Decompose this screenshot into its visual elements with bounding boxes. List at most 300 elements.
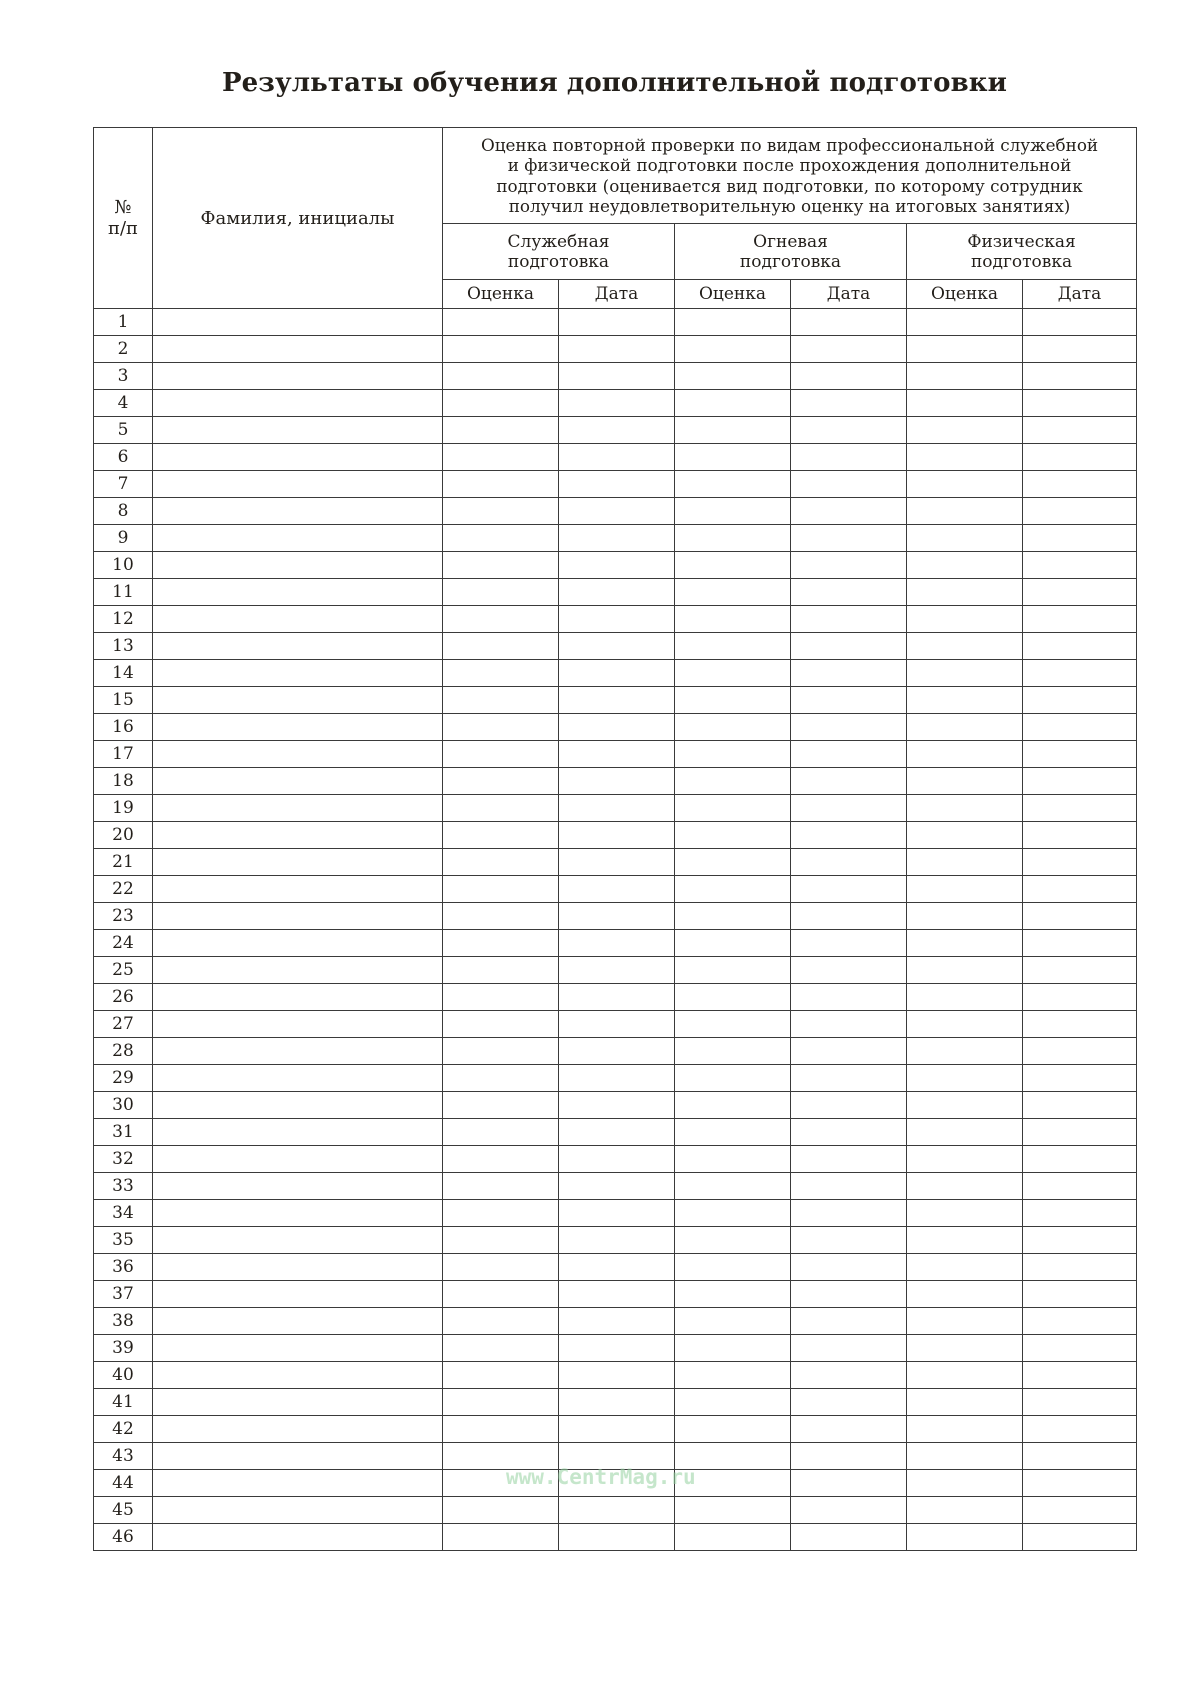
service-date-cell[interactable] — [559, 768, 675, 795]
surname-cell[interactable] — [153, 1335, 443, 1362]
surname-cell[interactable] — [153, 822, 443, 849]
fire-grade-cell[interactable] — [675, 876, 791, 903]
physical-date-cell[interactable] — [1023, 363, 1137, 390]
physical-grade-cell[interactable] — [907, 1308, 1023, 1335]
service-grade-cell[interactable] — [443, 768, 559, 795]
physical-date-cell[interactable] — [1023, 1335, 1137, 1362]
physical-date-cell[interactable] — [1023, 336, 1137, 363]
physical-grade-cell[interactable] — [907, 336, 1023, 363]
service-grade-cell[interactable] — [443, 498, 559, 525]
physical-grade-cell[interactable] — [907, 363, 1023, 390]
physical-date-cell[interactable] — [1023, 1146, 1137, 1173]
service-grade-cell[interactable] — [443, 1281, 559, 1308]
surname-cell[interactable] — [153, 336, 443, 363]
physical-date-cell[interactable] — [1023, 714, 1137, 741]
service-date-cell[interactable] — [559, 606, 675, 633]
physical-date-cell[interactable] — [1023, 606, 1137, 633]
physical-date-cell[interactable] — [1023, 1092, 1137, 1119]
surname-cell[interactable] — [153, 1254, 443, 1281]
service-grade-cell[interactable] — [443, 633, 559, 660]
fire-date-cell[interactable] — [791, 876, 907, 903]
service-grade-cell[interactable] — [443, 1416, 559, 1443]
physical-date-cell[interactable] — [1023, 1281, 1137, 1308]
fire-grade-cell[interactable] — [675, 1524, 791, 1551]
service-grade-cell[interactable] — [443, 741, 559, 768]
surname-cell[interactable] — [153, 471, 443, 498]
physical-grade-cell[interactable] — [907, 1443, 1023, 1470]
fire-grade-cell[interactable] — [675, 1092, 791, 1119]
service-date-cell[interactable] — [559, 687, 675, 714]
fire-date-cell[interactable] — [791, 498, 907, 525]
service-date-cell[interactable] — [559, 876, 675, 903]
surname-cell[interactable] — [153, 1011, 443, 1038]
surname-cell[interactable] — [153, 741, 443, 768]
service-date-cell[interactable] — [559, 849, 675, 876]
surname-cell[interactable] — [153, 579, 443, 606]
fire-date-cell[interactable] — [791, 1200, 907, 1227]
physical-date-cell[interactable] — [1023, 687, 1137, 714]
fire-date-cell[interactable] — [791, 363, 907, 390]
service-grade-cell[interactable] — [443, 876, 559, 903]
surname-cell[interactable] — [153, 1092, 443, 1119]
physical-grade-cell[interactable] — [907, 687, 1023, 714]
fire-grade-cell[interactable] — [675, 417, 791, 444]
physical-date-cell[interactable] — [1023, 795, 1137, 822]
physical-date-cell[interactable] — [1023, 1065, 1137, 1092]
fire-date-cell[interactable] — [791, 984, 907, 1011]
fire-date-cell[interactable] — [791, 768, 907, 795]
physical-grade-cell[interactable] — [907, 1416, 1023, 1443]
physical-date-cell[interactable] — [1023, 1524, 1137, 1551]
physical-date-cell[interactable] — [1023, 1362, 1137, 1389]
service-date-cell[interactable] — [559, 552, 675, 579]
physical-grade-cell[interactable] — [907, 606, 1023, 633]
service-date-cell[interactable] — [559, 1146, 675, 1173]
service-grade-cell[interactable] — [443, 1227, 559, 1254]
physical-date-cell[interactable] — [1023, 444, 1137, 471]
fire-date-cell[interactable] — [791, 1173, 907, 1200]
fire-grade-cell[interactable] — [675, 822, 791, 849]
service-date-cell[interactable] — [559, 1308, 675, 1335]
service-grade-cell[interactable] — [443, 1038, 559, 1065]
fire-grade-cell[interactable] — [675, 660, 791, 687]
surname-cell[interactable] — [153, 633, 443, 660]
service-grade-cell[interactable] — [443, 1362, 559, 1389]
surname-cell[interactable] — [153, 606, 443, 633]
service-grade-cell[interactable] — [443, 1254, 559, 1281]
physical-grade-cell[interactable] — [907, 633, 1023, 660]
physical-date-cell[interactable] — [1023, 1119, 1137, 1146]
service-grade-cell[interactable] — [443, 309, 559, 336]
physical-grade-cell[interactable] — [907, 1497, 1023, 1524]
surname-cell[interactable] — [153, 849, 443, 876]
physical-grade-cell[interactable] — [907, 849, 1023, 876]
fire-date-cell[interactable] — [791, 309, 907, 336]
fire-grade-cell[interactable] — [675, 741, 791, 768]
service-grade-cell[interactable] — [443, 1173, 559, 1200]
physical-date-cell[interactable] — [1023, 471, 1137, 498]
service-grade-cell[interactable] — [443, 822, 559, 849]
service-grade-cell[interactable] — [443, 1119, 559, 1146]
service-date-cell[interactable] — [559, 903, 675, 930]
fire-grade-cell[interactable] — [675, 1308, 791, 1335]
fire-date-cell[interactable] — [791, 1038, 907, 1065]
service-date-cell[interactable] — [559, 1119, 675, 1146]
physical-grade-cell[interactable] — [907, 957, 1023, 984]
fire-grade-cell[interactable] — [675, 768, 791, 795]
service-grade-cell[interactable] — [443, 660, 559, 687]
service-grade-cell[interactable] — [443, 1200, 559, 1227]
service-date-cell[interactable] — [559, 1254, 675, 1281]
fire-date-cell[interactable] — [791, 849, 907, 876]
physical-grade-cell[interactable] — [907, 579, 1023, 606]
physical-date-cell[interactable] — [1023, 1416, 1137, 1443]
service-date-cell[interactable] — [559, 444, 675, 471]
surname-cell[interactable] — [153, 1119, 443, 1146]
physical-date-cell[interactable] — [1023, 822, 1137, 849]
fire-date-cell[interactable] — [791, 1416, 907, 1443]
service-grade-cell[interactable] — [443, 525, 559, 552]
fire-date-cell[interactable] — [791, 525, 907, 552]
service-date-cell[interactable] — [559, 309, 675, 336]
physical-grade-cell[interactable] — [907, 1038, 1023, 1065]
physical-date-cell[interactable] — [1023, 1497, 1137, 1524]
surname-cell[interactable] — [153, 417, 443, 444]
surname-cell[interactable] — [153, 1281, 443, 1308]
fire-grade-cell[interactable] — [675, 1200, 791, 1227]
service-grade-cell[interactable] — [443, 417, 559, 444]
physical-grade-cell[interactable] — [907, 1389, 1023, 1416]
physical-date-cell[interactable] — [1023, 1308, 1137, 1335]
service-date-cell[interactable] — [559, 1281, 675, 1308]
fire-date-cell[interactable] — [791, 390, 907, 417]
fire-date-cell[interactable] — [791, 1524, 907, 1551]
physical-date-cell[interactable] — [1023, 768, 1137, 795]
physical-grade-cell[interactable] — [907, 660, 1023, 687]
physical-grade-cell[interactable] — [907, 1092, 1023, 1119]
service-date-cell[interactable] — [559, 498, 675, 525]
fire-grade-cell[interactable] — [675, 390, 791, 417]
surname-cell[interactable] — [153, 1065, 443, 1092]
fire-date-cell[interactable] — [791, 1281, 907, 1308]
physical-date-cell[interactable] — [1023, 849, 1137, 876]
service-date-cell[interactable] — [559, 1065, 675, 1092]
physical-date-cell[interactable] — [1023, 1389, 1137, 1416]
surname-cell[interactable] — [153, 1227, 443, 1254]
fire-grade-cell[interactable] — [675, 957, 791, 984]
fire-grade-cell[interactable] — [675, 309, 791, 336]
service-date-cell[interactable] — [559, 1227, 675, 1254]
service-date-cell[interactable] — [559, 633, 675, 660]
fire-date-cell[interactable] — [791, 444, 907, 471]
physical-date-cell[interactable] — [1023, 741, 1137, 768]
fire-date-cell[interactable] — [791, 1011, 907, 1038]
physical-date-cell[interactable] — [1023, 930, 1137, 957]
fire-date-cell[interactable] — [791, 1308, 907, 1335]
fire-date-cell[interactable] — [791, 741, 907, 768]
service-grade-cell[interactable] — [443, 1497, 559, 1524]
fire-date-cell[interactable] — [791, 1335, 907, 1362]
service-date-cell[interactable] — [559, 1200, 675, 1227]
service-grade-cell[interactable] — [443, 471, 559, 498]
service-grade-cell[interactable] — [443, 795, 559, 822]
physical-grade-cell[interactable] — [907, 984, 1023, 1011]
service-date-cell[interactable] — [559, 390, 675, 417]
service-date-cell[interactable] — [559, 525, 675, 552]
physical-date-cell[interactable] — [1023, 1011, 1137, 1038]
surname-cell[interactable] — [153, 768, 443, 795]
surname-cell[interactable] — [153, 1362, 443, 1389]
service-grade-cell[interactable] — [443, 849, 559, 876]
fire-grade-cell[interactable] — [675, 336, 791, 363]
fire-grade-cell[interactable] — [675, 579, 791, 606]
service-date-cell[interactable] — [559, 1416, 675, 1443]
service-grade-cell[interactable] — [443, 1389, 559, 1416]
service-date-cell[interactable] — [559, 579, 675, 606]
service-grade-cell[interactable] — [443, 957, 559, 984]
physical-grade-cell[interactable] — [907, 1335, 1023, 1362]
service-date-cell[interactable] — [559, 795, 675, 822]
service-date-cell[interactable] — [559, 363, 675, 390]
surname-cell[interactable] — [153, 1389, 443, 1416]
physical-date-cell[interactable] — [1023, 390, 1137, 417]
service-date-cell[interactable] — [559, 1389, 675, 1416]
service-grade-cell[interactable] — [443, 390, 559, 417]
physical-grade-cell[interactable] — [907, 822, 1023, 849]
physical-date-cell[interactable] — [1023, 903, 1137, 930]
physical-grade-cell[interactable] — [907, 471, 1023, 498]
fire-date-cell[interactable] — [791, 1227, 907, 1254]
physical-date-cell[interactable] — [1023, 417, 1137, 444]
service-grade-cell[interactable] — [443, 714, 559, 741]
physical-grade-cell[interactable] — [907, 525, 1023, 552]
surname-cell[interactable] — [153, 1173, 443, 1200]
physical-date-cell[interactable] — [1023, 498, 1137, 525]
surname-cell[interactable] — [153, 1200, 443, 1227]
service-date-cell[interactable] — [559, 1524, 675, 1551]
fire-date-cell[interactable] — [791, 957, 907, 984]
service-date-cell[interactable] — [559, 471, 675, 498]
fire-grade-cell[interactable] — [675, 687, 791, 714]
fire-date-cell[interactable] — [791, 822, 907, 849]
physical-date-cell[interactable] — [1023, 309, 1137, 336]
service-grade-cell[interactable] — [443, 1092, 559, 1119]
service-date-cell[interactable] — [559, 336, 675, 363]
fire-grade-cell[interactable] — [675, 1173, 791, 1200]
fire-date-cell[interactable] — [791, 336, 907, 363]
physical-grade-cell[interactable] — [907, 390, 1023, 417]
service-grade-cell[interactable] — [443, 444, 559, 471]
fire-grade-cell[interactable] — [675, 1362, 791, 1389]
physical-grade-cell[interactable] — [907, 1119, 1023, 1146]
service-grade-cell[interactable] — [443, 903, 559, 930]
fire-date-cell[interactable] — [791, 579, 907, 606]
fire-grade-cell[interactable] — [675, 714, 791, 741]
surname-cell[interactable] — [153, 390, 443, 417]
physical-grade-cell[interactable] — [907, 1011, 1023, 1038]
fire-date-cell[interactable] — [791, 633, 907, 660]
physical-date-cell[interactable] — [1023, 525, 1137, 552]
fire-date-cell[interactable] — [791, 795, 907, 822]
fire-grade-cell[interactable] — [675, 849, 791, 876]
fire-grade-cell[interactable] — [675, 471, 791, 498]
service-grade-cell[interactable] — [443, 687, 559, 714]
service-grade-cell[interactable] — [443, 363, 559, 390]
fire-grade-cell[interactable] — [675, 1227, 791, 1254]
surname-cell[interactable] — [153, 1416, 443, 1443]
service-grade-cell[interactable] — [443, 1146, 559, 1173]
physical-grade-cell[interactable] — [907, 1173, 1023, 1200]
fire-grade-cell[interactable] — [675, 984, 791, 1011]
physical-grade-cell[interactable] — [907, 1065, 1023, 1092]
service-grade-cell[interactable] — [443, 579, 559, 606]
service-date-cell[interactable] — [559, 1038, 675, 1065]
surname-cell[interactable] — [153, 714, 443, 741]
physical-grade-cell[interactable] — [907, 1146, 1023, 1173]
surname-cell[interactable] — [153, 1038, 443, 1065]
fire-date-cell[interactable] — [791, 417, 907, 444]
surname-cell[interactable] — [153, 1146, 443, 1173]
surname-cell[interactable] — [153, 660, 443, 687]
surname-cell[interactable] — [153, 984, 443, 1011]
fire-grade-cell[interactable] — [675, 498, 791, 525]
fire-date-cell[interactable] — [791, 1497, 907, 1524]
fire-grade-cell[interactable] — [675, 903, 791, 930]
physical-grade-cell[interactable] — [907, 795, 1023, 822]
fire-grade-cell[interactable] — [675, 363, 791, 390]
surname-cell[interactable] — [153, 1524, 443, 1551]
fire-date-cell[interactable] — [791, 1119, 907, 1146]
surname-cell[interactable] — [153, 552, 443, 579]
service-grade-cell[interactable] — [443, 1308, 559, 1335]
service-grade-cell[interactable] — [443, 1011, 559, 1038]
surname-cell[interactable] — [153, 363, 443, 390]
fire-date-cell[interactable] — [791, 1254, 907, 1281]
fire-date-cell[interactable] — [791, 714, 907, 741]
physical-date-cell[interactable] — [1023, 957, 1137, 984]
physical-grade-cell[interactable] — [907, 1470, 1023, 1497]
service-grade-cell[interactable] — [443, 1335, 559, 1362]
fire-date-cell[interactable] — [791, 1470, 907, 1497]
service-grade-cell[interactable] — [443, 1065, 559, 1092]
surname-cell[interactable] — [153, 1470, 443, 1497]
fire-date-cell[interactable] — [791, 1362, 907, 1389]
physical-grade-cell[interactable] — [907, 1227, 1023, 1254]
physical-grade-cell[interactable] — [907, 1254, 1023, 1281]
physical-date-cell[interactable] — [1023, 876, 1137, 903]
service-date-cell[interactable] — [559, 1497, 675, 1524]
fire-date-cell[interactable] — [791, 1065, 907, 1092]
service-date-cell[interactable] — [559, 714, 675, 741]
physical-date-cell[interactable] — [1023, 1443, 1137, 1470]
service-date-cell[interactable] — [559, 822, 675, 849]
service-date-cell[interactable] — [559, 1362, 675, 1389]
fire-grade-cell[interactable] — [675, 1497, 791, 1524]
fire-date-cell[interactable] — [791, 903, 907, 930]
physical-date-cell[interactable] — [1023, 660, 1137, 687]
service-date-cell[interactable] — [559, 930, 675, 957]
service-grade-cell[interactable] — [443, 552, 559, 579]
physical-grade-cell[interactable] — [907, 498, 1023, 525]
fire-date-cell[interactable] — [791, 1443, 907, 1470]
service-date-cell[interactable] — [559, 417, 675, 444]
service-date-cell[interactable] — [559, 741, 675, 768]
fire-grade-cell[interactable] — [675, 1146, 791, 1173]
physical-date-cell[interactable] — [1023, 1227, 1137, 1254]
service-date-cell[interactable] — [559, 660, 675, 687]
fire-date-cell[interactable] — [791, 552, 907, 579]
fire-date-cell[interactable] — [791, 930, 907, 957]
fire-date-cell[interactable] — [791, 1092, 907, 1119]
physical-grade-cell[interactable] — [907, 1362, 1023, 1389]
physical-grade-cell[interactable] — [907, 741, 1023, 768]
service-date-cell[interactable] — [559, 1335, 675, 1362]
physical-grade-cell[interactable] — [907, 1524, 1023, 1551]
physical-grade-cell[interactable] — [907, 876, 1023, 903]
fire-grade-cell[interactable] — [675, 633, 791, 660]
fire-date-cell[interactable] — [791, 471, 907, 498]
fire-grade-cell[interactable] — [675, 1281, 791, 1308]
fire-grade-cell[interactable] — [675, 795, 791, 822]
surname-cell[interactable] — [153, 1443, 443, 1470]
service-date-cell[interactable] — [559, 1011, 675, 1038]
service-date-cell[interactable] — [559, 1173, 675, 1200]
physical-grade-cell[interactable] — [907, 930, 1023, 957]
surname-cell[interactable] — [153, 876, 443, 903]
service-grade-cell[interactable] — [443, 984, 559, 1011]
fire-grade-cell[interactable] — [675, 1254, 791, 1281]
physical-date-cell[interactable] — [1023, 1470, 1137, 1497]
fire-grade-cell[interactable] — [675, 1038, 791, 1065]
physical-date-cell[interactable] — [1023, 1200, 1137, 1227]
physical-grade-cell[interactable] — [907, 444, 1023, 471]
surname-cell[interactable] — [153, 1497, 443, 1524]
fire-date-cell[interactable] — [791, 660, 907, 687]
surname-cell[interactable] — [153, 309, 443, 336]
physical-grade-cell[interactable] — [907, 417, 1023, 444]
fire-date-cell[interactable] — [791, 1389, 907, 1416]
fire-grade-cell[interactable] — [675, 606, 791, 633]
surname-cell[interactable] — [153, 957, 443, 984]
surname-cell[interactable] — [153, 1308, 443, 1335]
physical-grade-cell[interactable] — [907, 552, 1023, 579]
physical-grade-cell[interactable] — [907, 903, 1023, 930]
physical-grade-cell[interactable] — [907, 1281, 1023, 1308]
surname-cell[interactable] — [153, 444, 443, 471]
fire-date-cell[interactable] — [791, 1146, 907, 1173]
physical-date-cell[interactable] — [1023, 1038, 1137, 1065]
physical-date-cell[interactable] — [1023, 1173, 1137, 1200]
fire-grade-cell[interactable] — [675, 930, 791, 957]
surname-cell[interactable] — [153, 795, 443, 822]
service-date-cell[interactable] — [559, 984, 675, 1011]
fire-grade-cell[interactable] — [675, 552, 791, 579]
physical-date-cell[interactable] — [1023, 1254, 1137, 1281]
service-grade-cell[interactable] — [443, 336, 559, 363]
physical-grade-cell[interactable] — [907, 768, 1023, 795]
physical-grade-cell[interactable] — [907, 714, 1023, 741]
fire-date-cell[interactable] — [791, 606, 907, 633]
surname-cell[interactable] — [153, 930, 443, 957]
physical-date-cell[interactable] — [1023, 633, 1137, 660]
fire-grade-cell[interactable] — [675, 525, 791, 552]
surname-cell[interactable] — [153, 525, 443, 552]
physical-grade-cell[interactable] — [907, 1200, 1023, 1227]
service-grade-cell[interactable] — [443, 606, 559, 633]
fire-grade-cell[interactable] — [675, 1335, 791, 1362]
physical-date-cell[interactable] — [1023, 579, 1137, 606]
surname-cell[interactable] — [153, 498, 443, 525]
